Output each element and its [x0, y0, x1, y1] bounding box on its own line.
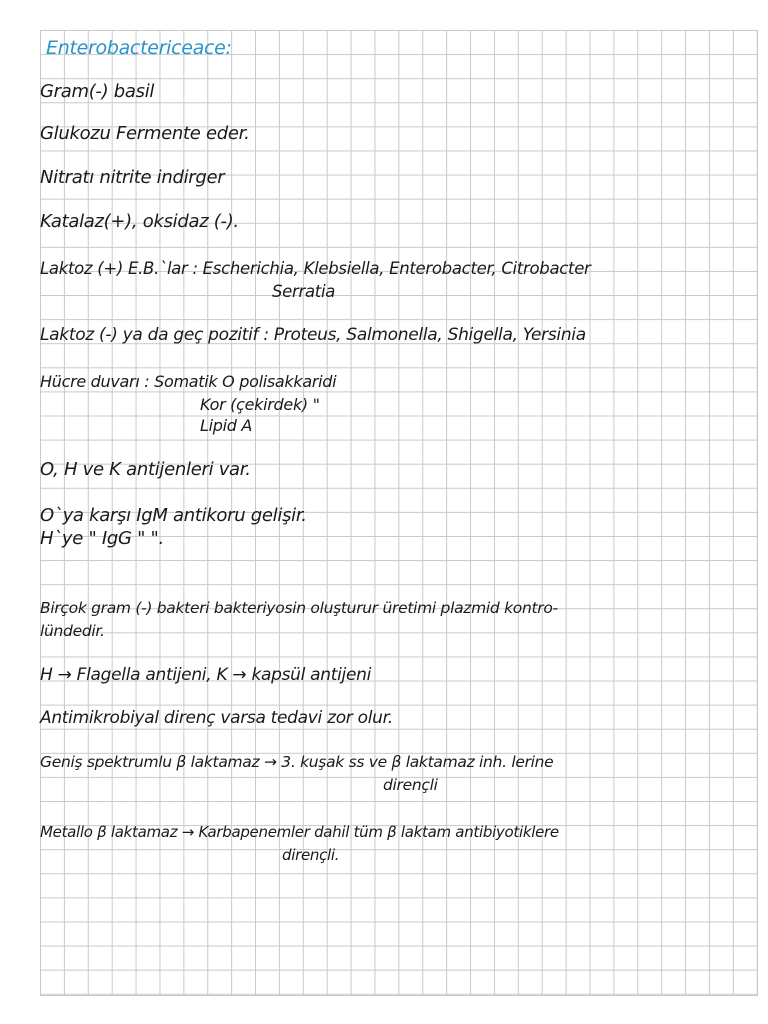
note-line-esbl: Geniş spektrumlu β laktamaz → 3. kuşak ss ve β laktamaz inh. lerine: [40, 753, 554, 771]
note-line-bacteriocin-cont: lündedir.: [40, 622, 105, 640]
note-line-gram: Gram(-) basil: [40, 81, 155, 102]
section-title: Enterobactericeace:: [46, 37, 232, 59]
note-line-lactose-negative: Laktoz (-) ya da geç pozitif : Proteus, Salmonella, Shigella, Yersinia: [40, 325, 586, 345]
note-line-glucose: Glukozu Fermente eder.: [40, 123, 250, 144]
note-line-bacteriocin: Birçok gram (-) bakteri bakteriyosin oluşturur üretimi plazmid kontro-: [40, 599, 558, 617]
note-line-lactose-positive: Laktoz (+) E.B.`lar : Escherichia, Klebsiella, Enterobacter, Citrobacter: [40, 259, 591, 278]
note-line-serratia: Serratia: [272, 282, 336, 301]
note-line-metallo: Metallo β laktamaz → Karbapenemler dahil tüm β laktam antibiyotiklere: [40, 823, 559, 841]
note-line-flagella: H → Flagella antijeni, K → kapsül antijeni: [40, 665, 372, 685]
note-line-cell-wall: Hücre duvarı : Somatik O polisakkaridi: [40, 372, 337, 391]
note-line-catalase: Katalaz(+), oksidaz (-).: [40, 211, 239, 232]
note-line-igm: O`ya karşı IgM antikoru gelişir.: [40, 505, 307, 526]
note-line-esbl-cont: dirençli: [383, 776, 438, 794]
note-line-igg: H`ye " IgG " ".: [40, 528, 164, 549]
note-line-resistance: Antimikrobiyal direnç varsa tedavi zor olur.: [40, 708, 393, 728]
note-line-core: Kor (çekirdek) ": [200, 395, 320, 414]
note-line-antigens: O, H ve K antijenleri var.: [40, 459, 251, 480]
note-line-metallo-cont: dirençli.: [282, 846, 340, 864]
note-line-lipid-a: Lipid A: [200, 416, 253, 435]
note-line-nitrate: Nitratı nitrite indirger: [40, 167, 225, 188]
